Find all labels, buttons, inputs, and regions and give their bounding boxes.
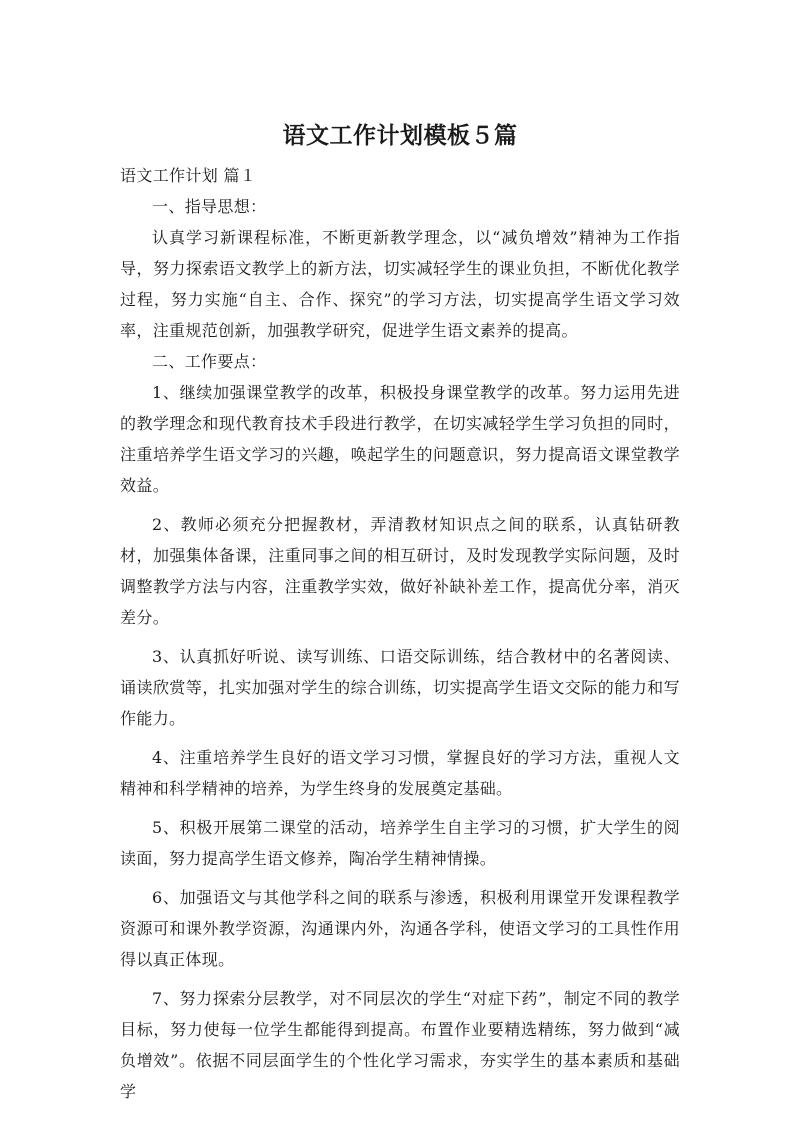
paragraph-point-6: 6、加强语文与其他学科之间的联系与渗透，积极利用课堂开发课程教学资源可和课外教学资源，沟通课内外，沟通各学科，使语文学习的工具性作用得以真正体现。 xyxy=(120,888,680,969)
section-heading: 语文工作计划 篇１ xyxy=(120,166,257,185)
paragraph-point-5: 5、积极开展第二课堂的活动，培养学生自主学习的习惯，扩大学生的阅读面，努力提高学生语文修养，陶冶学生精神情操。 xyxy=(120,818,680,868)
subheading-guiding-thought: 一、指导思想： xyxy=(152,197,267,216)
paragraph-guiding-thought: 认真学习新课程标准，不断更新教学理念，以“减负增效”精神为工作指导，努力探索语文教学上的新方法，切实减轻学生的课业负担，不断优化教学过程，努力实施“自主、合作、探究”的学习方法，切实提高学生语文学习效率，注重规范创新，加强教学研究，促进学生语文素养的提高。 xyxy=(120,228,680,340)
document-body xyxy=(120,160,680,1107)
document-title: 语文工作计划模板５篇 xyxy=(282,123,518,149)
subheading-work-points: 二、工作要点： xyxy=(152,352,267,371)
paragraph-point-2: 2、教师必须充分把握教材，弄清教材知识点之间的联系，认真钻研教材，加强集体备课，注重同事之间的相互研讨，及时发现教学实际问题，及时调整教学方法与内容，注重教学实效，做好补缺补差工作，提高优分率，消灭差分。 xyxy=(120,515,680,627)
paragraph-point-4: 4、注重培养学生良好的语文学习习惯，掌握良好的学习方法，重视人文精神和科学精神的培养，为学生终身的发展奠定基础。 xyxy=(120,748,680,798)
paragraph-point-1: 1、继续加强课堂教学的改革，积极投身课堂教学的改革。努力运用先进的教学理念和现代教育技术手段进行教学，在切实减轻学生学习负担的同时，注重培养学生语文学习的兴趣，唤起学生的问题意识，努力提高语文课堂教学效益。 xyxy=(120,383,680,495)
paragraph-point-3: 3、认真抓好听说、读写训练、口语交际训练，结合教材中的名著阅读、诵读欣赏等，扎实加强对学生的综合训练，切实提高学生语文交际的能力和写作能力。 xyxy=(120,647,680,728)
paragraph-point-7: 7、努力探索分层教学，对不同层次的学生“对症下药”，制定不同的教学目标，努力使每一位学生都能得到提高。布置作业要精选精练，努力做到“减负增效”。依据不同层面学生的个性化学习需求，夯实学生的基本素质和基础学 xyxy=(120,989,680,1101)
